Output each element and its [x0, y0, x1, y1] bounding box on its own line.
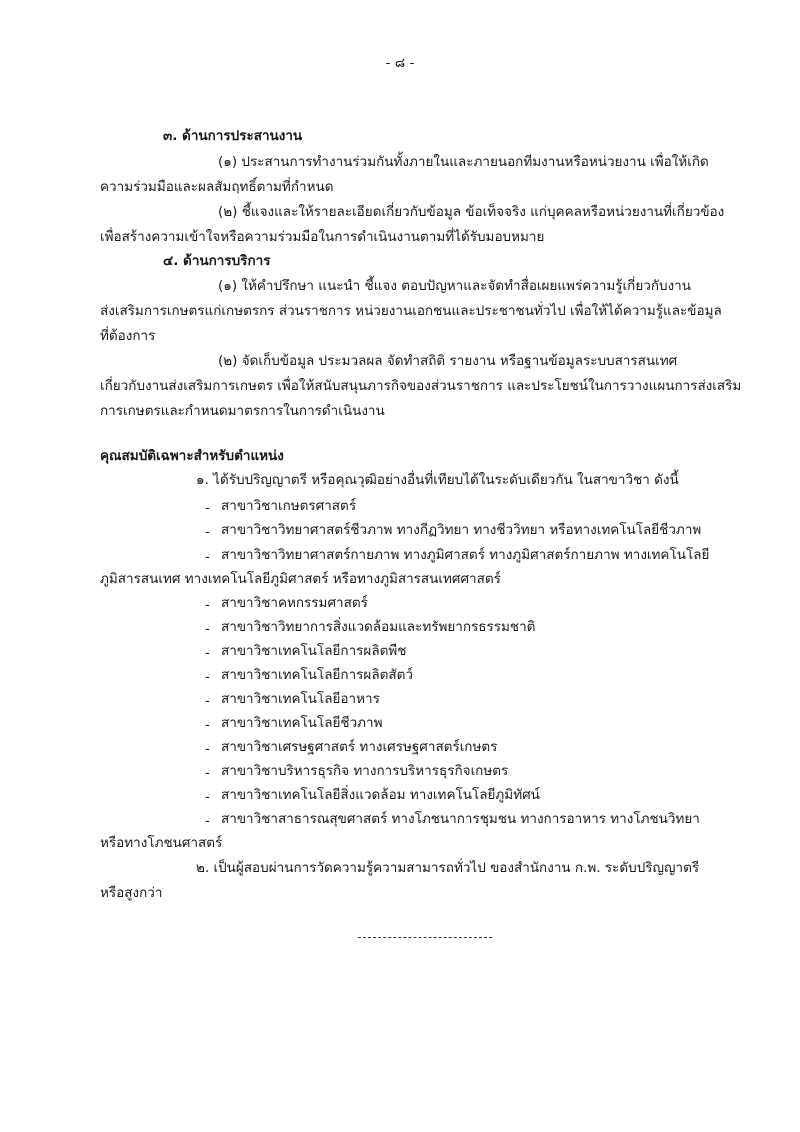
major-item: สาขาวิชาคหกรรมศาสตร์ — [221, 595, 368, 611]
major-item-cont: ภูมิสารสนเทศ ทางเทคโนโลยีภูมิศาสตร์ หรือทางภูมิสารสนเทศศาสตร์ — [100, 571, 501, 587]
bullet: - — [205, 813, 210, 829]
major-item: สาขาวิชาเศรษฐศาสตร์ ทางเศรษฐศาสตร์เกษตร — [221, 739, 498, 755]
section-3-item-1: (๑) ประสานการทำงานร่วมกันทั้งภายในและภายนอกทีมงานหรือหน่วยงาน เพื่อให้เกิด — [218, 154, 709, 170]
bullet: - — [205, 765, 210, 781]
section-4-heading: ๔. ด้านการบริการ — [163, 253, 271, 269]
major-item: สาขาวิชาเทคโนโลยีการผลิตสัตว์ — [221, 667, 413, 683]
bullet: - — [205, 669, 210, 685]
major-item: สาขาวิชาวิทยาศาสตร์ชีวภาพ ทางกีฏวิทยา ทางชีววิทยา หรือทางเทคโนโลยีชีวภาพ — [221, 522, 702, 538]
bullet: - — [205, 717, 210, 733]
section-4-item-2-cont: เกี่ยวกับงานส่งเสริมการเกษตร เพื่อให้สนับสนุนภารกิจของส่วนราชการ และประโยชน์ในการวางแผนการส่งเสริม — [100, 378, 742, 394]
bullet: - — [205, 741, 210, 757]
bullet: - — [205, 500, 210, 516]
bullet: - — [205, 693, 210, 709]
major-item: สาขาวิชาเทคโนโลยีอาหาร — [221, 691, 380, 707]
bullet: - — [205, 524, 210, 540]
major-item: สาขาวิชาเทคโนโลยีชีวภาพ — [221, 715, 383, 731]
major-item: สาขาวิชาสาธารณสุขศาสตร์ ทางโภชนาการชุมชน ทางการอาหาร ทางโภชนวิทยา — [221, 811, 700, 827]
qualification-1: ๑. ได้รับปริญญาตรี หรือคุณวุฒิอย่างอื่นที่เทียบได้ในระดับเดียวกัน ในสาขาวิชา ดังนี้ — [196, 472, 679, 488]
bullet: - — [205, 789, 210, 805]
section-3-item-2: (๒) ชี้แจงและให้รายละเอียดเกี่ยวกับข้อมูล ข้อเท็จจริง แก่บุคคลหรือหน่วยงานที่เกี่ยวข้อง — [218, 204, 725, 220]
major-item: สาขาวิชาวิทยาการสิ่งแวดล้อมและทรัพยากรธรรมชาติ — [221, 619, 536, 635]
qualification-2: ๒. เป็นผู้สอบผ่านการวัดความรู้ความสามารถทั่วไป ของสำนักงาน ก.พ. ระดับปริญญาตรี — [196, 860, 700, 876]
major-item: สาขาวิชาเทคโนโลยีการผลิตพืช — [221, 643, 407, 659]
section-4-item-1-cont2: ที่ต้องการ — [100, 328, 156, 344]
end-separator — [358, 937, 492, 938]
page-number: - ๘ - — [385, 55, 415, 71]
qualification-2-cont: หรือสูงกว่า — [100, 885, 163, 901]
section-3-heading: ๓. ด้านการประสานงาน — [163, 128, 303, 144]
bullet: - — [205, 645, 210, 661]
major-item: สาขาวิชาบริหารธุรกิจ ทางการบริหารธุรกิจเกษตร — [221, 763, 509, 779]
major-item-cont: หรือทางโภชนศาสตร์ — [100, 835, 223, 851]
bullet: - — [205, 597, 210, 613]
section-3-item-1-cont: ความร่วมมือและผลสัมฤทธิ์ตามที่กำหนด — [100, 179, 334, 195]
major-item: สาขาวิชาวิทยาศาสตร์กายภาพ ทางภูมิศาสตร์ ทางภูมิศาสตร์กายภาพ ทางเทคโนโลยี — [221, 547, 710, 563]
section-4-item-2: (๒) จัดเก็บข้อมูล ประมวลผล จัดทำสถิติ รายงาน หรือฐานข้อมูลระบบสารสนเทศ — [218, 353, 678, 369]
section-4-item-2-cont2: การเกษตรและกำหนดมาตรการในการดำเนินงาน — [100, 403, 385, 419]
qualifications-heading: คุณสมบัติเฉพาะสำหรับตำแหน่ง — [100, 448, 284, 464]
section-4-item-1: (๑) ให้คำปรึกษา แนะนำ ชี้แจง ตอบปัญหาและจัดทำสื่อเผยแพร่ความรู้เกี่ยวกับงาน — [218, 278, 691, 294]
section-3-item-2-cont: เพื่อสร้างความเข้าใจหรือความร่วมมือในการดำเนินงานตามที่ได้รับมอบหมาย — [100, 229, 545, 245]
bullet: - — [205, 621, 210, 637]
bullet: - — [205, 549, 210, 565]
major-item: สาขาวิชาเทคโนโลยีสิ่งแวดล้อม ทางเทคโนโลยีภูมิทัศน์ — [221, 787, 540, 803]
section-4-item-1-cont: ส่งเสริมการเกษตรแก่เกษตรกร ส่วนราชการ หน่วยงานเอกชนและประชาชนทั่วไป เพื่อให้ได้ความรู้และข้อมูล — [100, 303, 722, 319]
major-item: สาขาวิชาเกษตรศาสตร์ — [221, 498, 357, 514]
